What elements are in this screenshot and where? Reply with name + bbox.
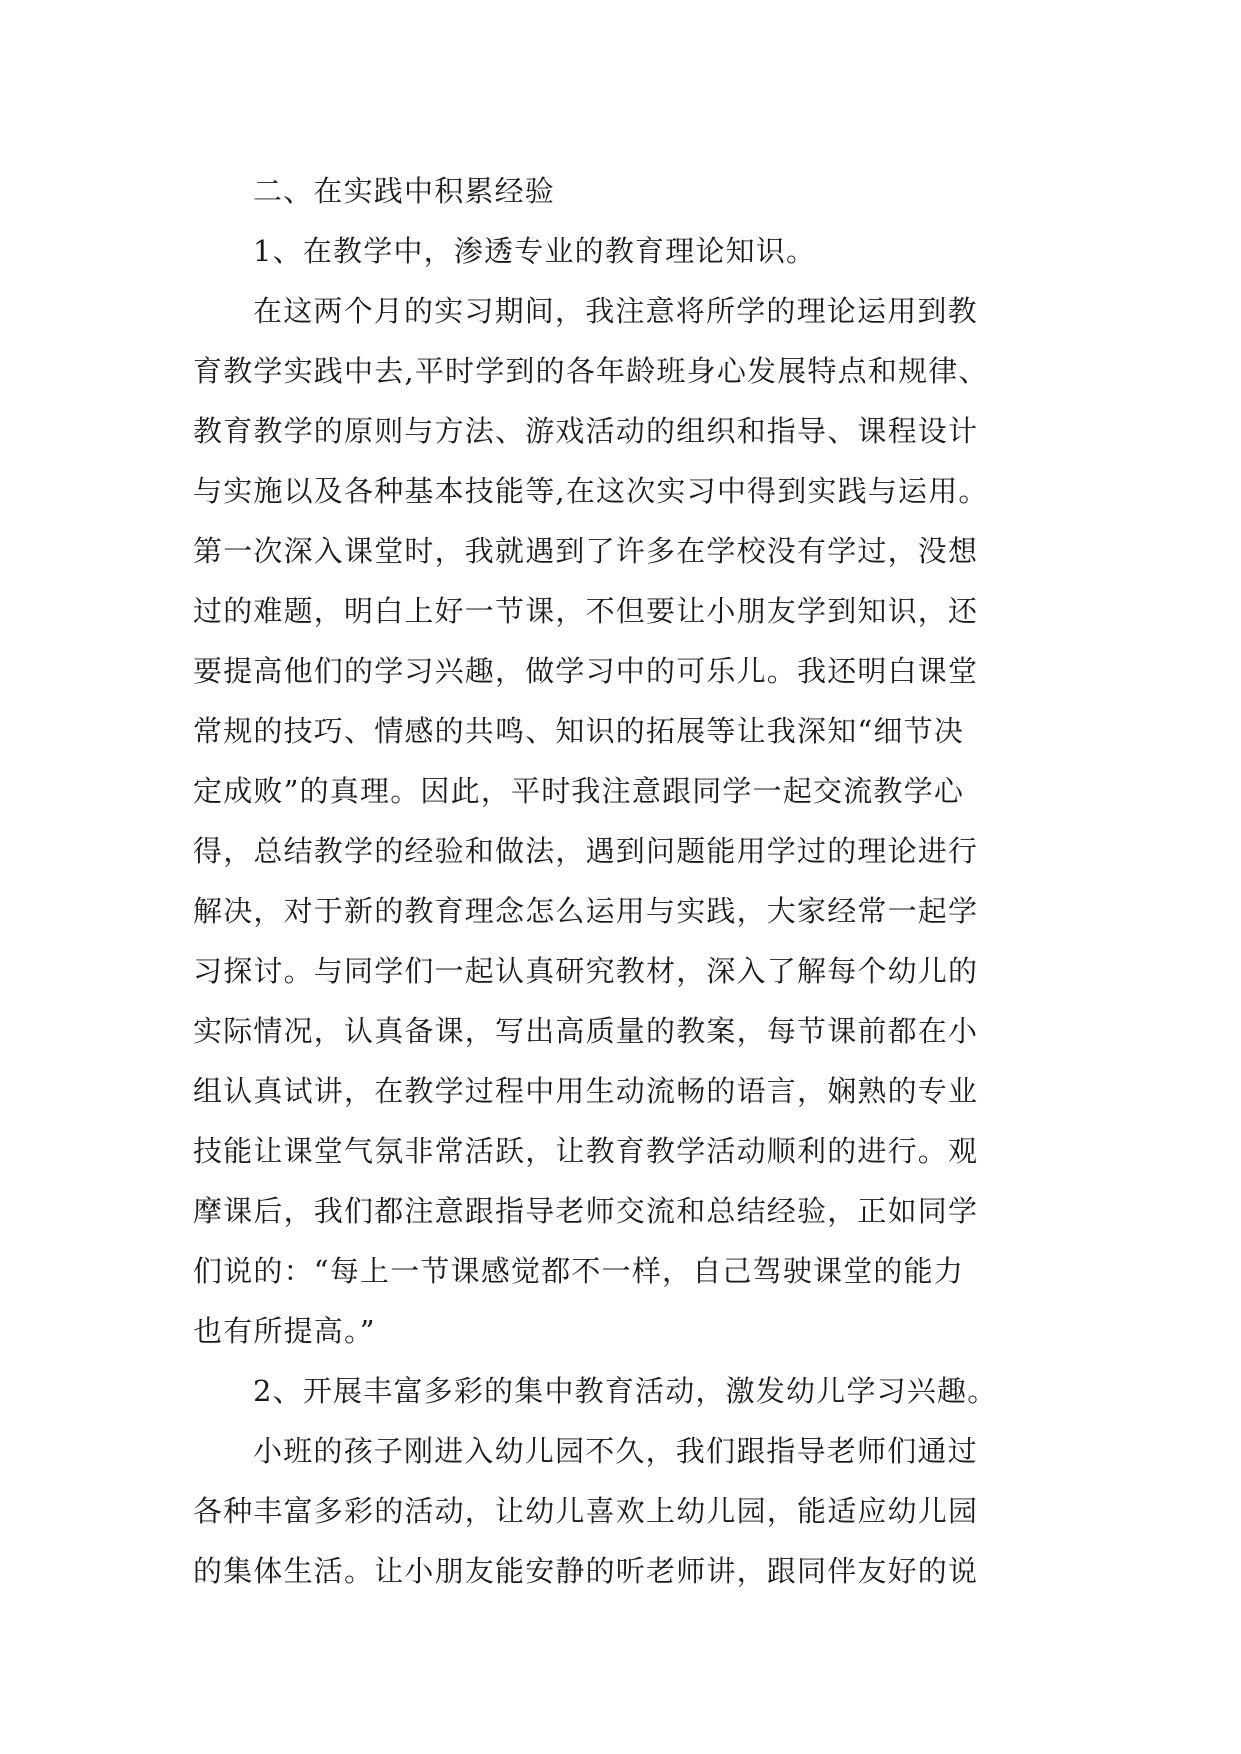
paragraph-line: 实际情况，认真备课，写出高质量的教案，每节课前都在小 [193, 1014, 979, 1048]
paragraph-line: 常规的技巧、情感的共鸣、知识的拓展等让我深知“细节决 [193, 714, 965, 748]
subsection-heading: 2、开展丰富多彩的集中教育活动，激发幼儿学习兴趣。 [253, 1374, 998, 1408]
paragraph-line: 各种丰富多彩的活动，让幼儿喜欢上幼儿园，能适应幼儿园 [193, 1494, 979, 1528]
paragraph-line: 习探讨。与同学们一起认真研究教材，深入了解每个幼儿的 [193, 954, 979, 988]
paragraph-line: 小班的孩子刚进入幼儿园不久，我们跟指导老师们通过 [253, 1434, 978, 1468]
paragraph-line: 在这两个月的实习期间，我注意将所学的理论运用到教 [253, 294, 978, 328]
paragraph-line: 育教学实践中去,平时学到的各年龄班身心发展特点和规律、 [193, 354, 989, 388]
section-heading: 二、在实践中积累经验 [253, 174, 556, 208]
document-body [193, 161, 1051, 1601]
paragraph-line: 摩课后，我们都注意跟指导老师交流和总结经验，正如同学 [193, 1194, 979, 1228]
paragraph-line: 的集体生活。让小朋友能安静的听老师讲，跟同伴友好的说 [193, 1554, 979, 1588]
paragraph-line: 们说的：“每上一节课感觉都不一样，自己驾驶课堂的能力 [193, 1254, 965, 1288]
paragraph-line: 要提高他们的学习兴趣，做学习中的可乐儿。我还明白课堂 [193, 654, 979, 688]
paragraph-line: 组认真试讲，在教学过程中用生动流畅的语言，娴熟的专业 [193, 1074, 979, 1108]
paragraph-line: 教育教学的原则与方法、游戏活动的组织和指导、课程设计 [193, 414, 979, 448]
paragraph-line: 技能让课堂气氛非常活跃，让教育教学活动顺利的进行。观 [193, 1134, 979, 1168]
paragraph-line: 定成败”的真理。因此，平时我注意跟同学一起交流教学心 [193, 774, 965, 808]
paragraph-line: 第一次深入课堂时，我就遇到了许多在学校没有学过，没想 [193, 534, 979, 568]
paragraph-line: 也有所提高。” [193, 1314, 376, 1348]
paragraph-line: 与实施以及各种基本技能等,在这次实习中得到实践与运用。 [193, 474, 989, 508]
paragraph-line: 解决，对于新的教育理念怎么运用与实践，大家经常一起学 [193, 894, 979, 928]
subsection-heading: 1、在教学中，渗透专业的教育理论知识。 [253, 234, 817, 268]
paragraph-line: 过的难题，明白上好一节课，不但要让小朋友学到知识，还 [193, 594, 979, 628]
paragraph-line: 得，总结教学的经验和做法，遇到问题能用学过的理论进行 [193, 834, 979, 868]
